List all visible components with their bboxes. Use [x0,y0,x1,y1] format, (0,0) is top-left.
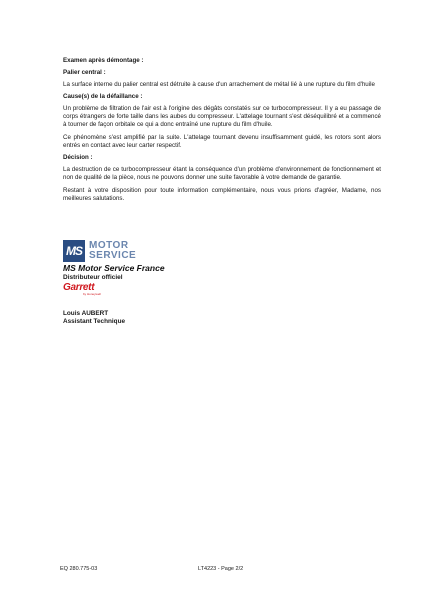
logo-line-motor: MOTOR [89,240,129,251]
decision-heading: Décision : [63,154,93,161]
garrett-logo [63,283,101,296]
cause-paragraph: Un problème de filtration de l'air est à l'origine des dégâts constatés sur ce turbocompresseur. Il y a eu passage de corps étrangers de forte taille dans les aubes du compresseur. L'attelage tournant s'est déséquilibré et a commencé à tourner de façon orbitale ce qui a donc entraîné une rupture du film d'huile. [63,105,381,128]
letter-body [63,57,381,203]
logo-line-service: SERVICE [89,250,137,261]
company-role: Distributeur officiel [63,274,123,281]
palier-heading: Palier central : [63,69,106,76]
cause-heading: Cause(s) de la défaillance : [63,93,143,100]
motor-service-logo [63,240,136,262]
footer-reference: EQ 280.775-03 [60,566,98,572]
company-name: MS Motor Service France [63,263,165,273]
examen-heading: Examen après démontage : [63,57,144,64]
closing-paragraph: Restant à votre disposition pour toute information complémentaire, nous vous prions d'agréer, Madame, nos meilleures salutations. [63,187,381,202]
ms-logo-icon: MS [63,240,85,262]
footer-page-number: LT4223 - Page 2/2 [198,566,244,572]
signatory-name: Louis AUBERT [63,310,109,317]
signatory-title: Assistant Technique [63,318,126,325]
palier-paragraph: La surface interne du palier central est détruite à cause d'un arrachement de métal lié à une rupture du film d'huile [63,81,375,88]
garrett-wordmark: Garrett [63,282,95,293]
decision-paragraph: La destruction de ce turbocompresseur étant la conséquence d'un problème d'environnement de fonctionnement et non de qualité de la pièce, nous ne pouvons donner une suite favorable à votre demande de garantie. [63,166,381,181]
phenomene-paragraph: Ce phénomène s'est amplifié par la suite. L'attelage tournant devenu insuffisamment guidé, les rotors sont alors entrés en contact avec leur carter respectif. [63,134,381,149]
motor-service-wordmark [89,240,136,261]
garrett-subtitle: by Honeywell [83,292,101,296]
signature-block [63,310,125,326]
